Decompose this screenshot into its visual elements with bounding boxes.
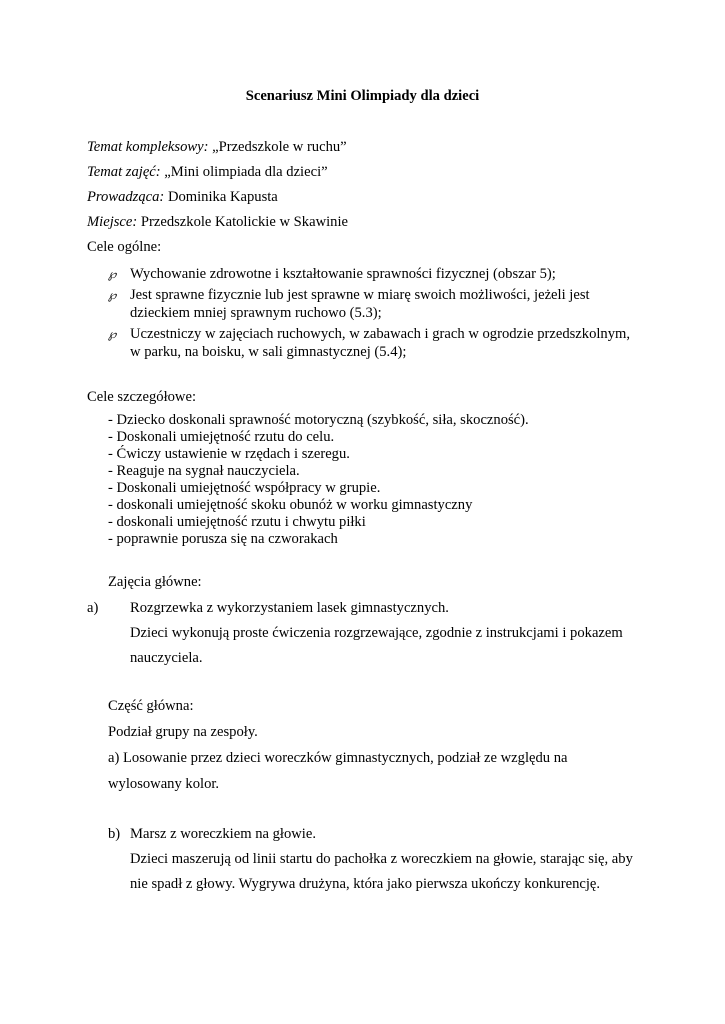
main-part-intro: Podział grupy na zespoły. [108,724,258,740]
item-description-continued: nie spadł z głowy. Wygrywa drużyna, która jako pierwsza ukończy konkurencję. [130,876,601,892]
goal-text-continued: dzieckiem mniej sprawnym ruchowo (5.3); [130,305,382,321]
meta-teacher [87,189,278,206]
bullet-icon: ℘ [108,288,117,302]
goal-text-continued: w parku, na boisku, w sali gimnastycznej (5.4); [130,344,407,360]
list-item: - Doskonali umiejętność współpracy w grupie. [108,480,381,496]
item-marker: b) [108,826,121,842]
meta-label: Temat kompleksowy: [87,139,209,155]
main-activities-heading: Zajęcia główne: [108,574,202,590]
main-part-heading: Część główna: [108,698,194,714]
main-part-item-a-continued: wylosowany kolor. [108,776,220,792]
specific-goals-heading: Cele szczegółowe: [87,389,196,405]
list-item: - doskonali umiejętność skoku obunóż w worku gimnastyczny [108,497,473,513]
list-item: - Ćwiczy ustawienie w rzędach i szeregu. [108,446,350,462]
general-goals-heading: Cele ogólne: [87,239,162,255]
list-item: - Dziecko doskonali sprawność motoryczną (szybkość, siła, skoczność). [108,412,529,428]
goal-text: Jest sprawne fizycznie lub jest sprawne w miarę swoich możliwości, jeżeli jest [130,287,590,303]
meta-place [87,214,348,231]
goal-text: Wychowanie zdrowotne i kształtowanie sprawności fizycznej (obszar 5); [130,266,556,282]
list-item: - Reaguje na sygnał nauczyciela. [108,463,300,479]
list-item: - doskonali umiejętność rzutu i chwytu piłki [108,514,366,530]
item-description: Dzieci maszerują od linii startu do pachołka z woreczkiem na głowie, starając się, aby [130,851,633,867]
item-description: Dzieci wykonują proste ćwiczenia rozgrzewające, zgodnie z instrukcjami i pokazem [130,625,623,641]
meta-value: Dominika Kapusta [164,189,278,205]
bullet-icon: ℘ [108,267,117,281]
meta-label: Miejsce: [87,214,138,230]
meta-topic-complex [87,139,347,156]
item-title: Rozgrzewka z wykorzystaniem lasek gimnastycznych. [130,600,449,616]
meta-label: Temat zajęć: [87,164,161,180]
document-title: Scenariusz Mini Olimpiady dla dzieci [245,88,480,104]
main-part-item-a: a) Losowanie przez dzieci woreczków gimnastycznych, podział ze względu na [108,750,568,766]
item-description-continued: nauczyciela. [130,650,203,666]
meta-value: Przedszkole Katolickie w Skawinie [137,214,348,230]
meta-value: „Mini olimpiada dla dzieci” [160,164,328,180]
list-item: - Doskonali umiejętność rzutu do celu. [108,429,335,445]
goal-text: Uczestniczy w zajęciach ruchowych, w zabawach i grach w ogrodzie przedszkolnym, [130,326,631,342]
list-item: - poprawnie porusza się na czworakach [108,531,338,547]
bullet-icon: ℘ [108,327,117,341]
item-title: Marsz z woreczkiem na głowie. [130,826,316,842]
item-marker: a) [87,600,99,616]
meta-topic-lesson [87,164,328,181]
meta-label: Prowadząca: [87,189,165,205]
meta-value: „Przedszkole w ruchu” [208,139,347,155]
